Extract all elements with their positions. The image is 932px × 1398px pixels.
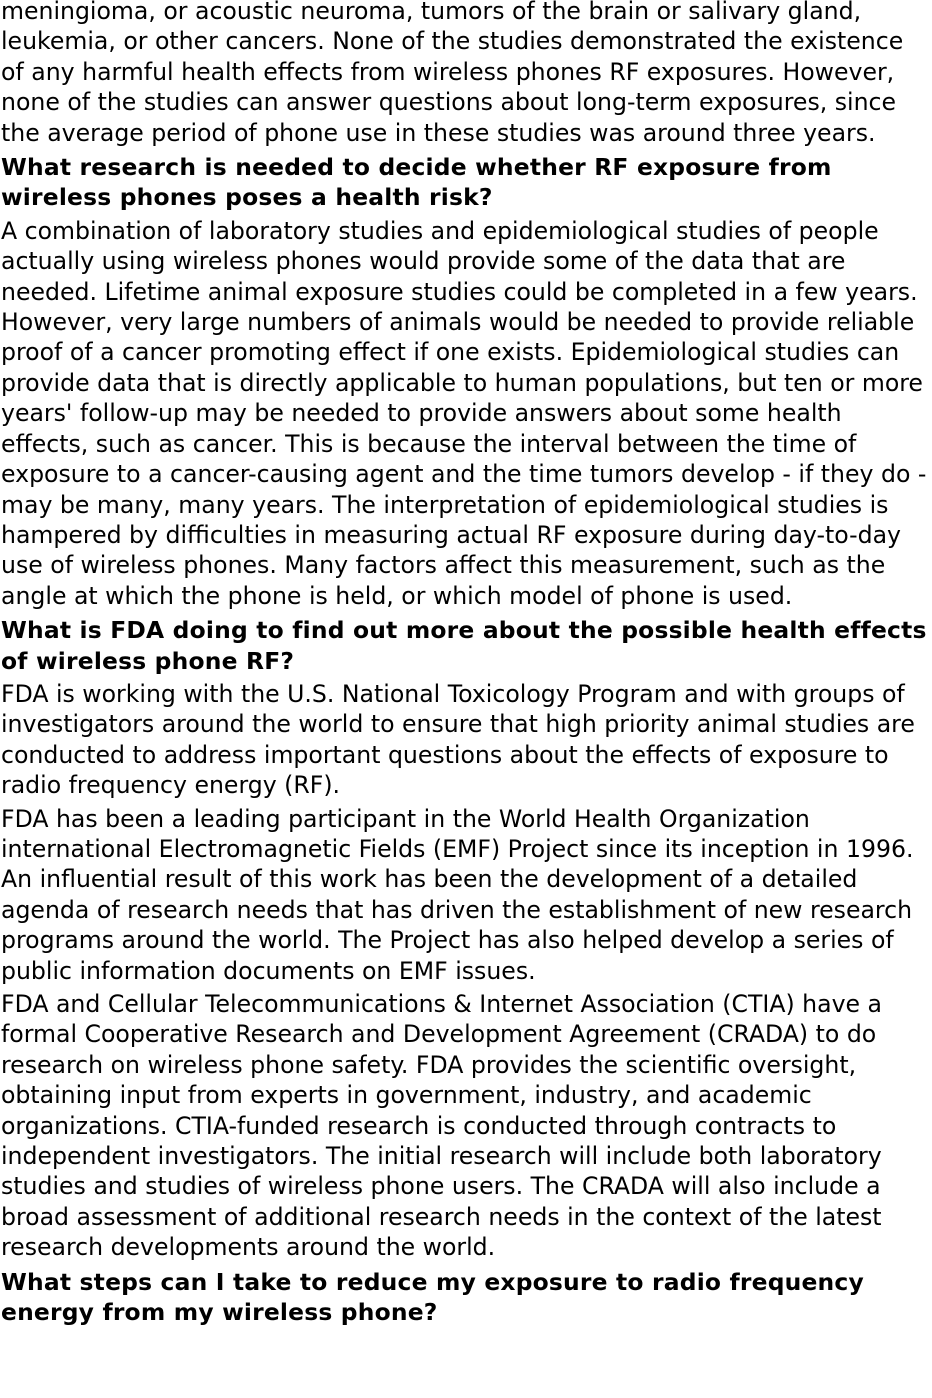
section-heading-reduce-exposure: What steps can I take to reduce my exposure to radio frequency energy from my wireless phone?	[1, 1267, 864, 1327]
section-heading-research-needed: What research is needed to decide whether RF exposure from wireless phones poses a health risk?	[1, 153, 832, 212]
section-paragraph: FDA and Cellular Telecommunications & Internet Association (CTIA) have a formal Cooperative Research and Development Agreement (CRADA) to do research on wireless phone safety. FDA provides the scientific oversight, obtaining input from experts in government, industry, and academic organizations. CTIA-funded research is conducted through contracts to independent investigators. The initial research will include both laboratory studies and studies of wireless phone users. The CRADA will also include a broad assessment of additional research needs in the context of the latest research developments around the world.	[1, 990, 883, 1262]
section-paragraph: FDA is working with the U.S. National Toxicology Program and with groups of investigators around the world to ensure that high priority animal studies are conducted to address important questions about the effects of exposure to radio frequency energy (RF).	[1, 679, 915, 800]
section-heading-fda-research: What is FDA doing to find out more about the possible health effects of wireless phone RF?	[1, 616, 927, 675]
section-paragraph: A combination of laboratory studies and epidemiological studies of people actually using wireless phones would provide some of the data that are needed. Lifetime animal exposure studies could be completed in a few years. However, very large numbers of animals would be needed to provide reliable proof of a cancer promoting effect if one exists. Epidemiological studies can provide data that is directly applicable to human populations, but ten or more years' follow-up may be needed to provide answers about some health effects, such as cancer. This is because the interval between the time of exposure to a cancer-causing agent and the time tumors develop - if they do - may be many, many years. The interpretation of epidemiological studies is hampered by difficulties in measuring actual RF exposure during day-to-day use of wireless phones. Many factors affect this measurement, such as the angle at which the phone is held, or which model of phone is used.	[1, 216, 927, 610]
section-paragraph: FDA has been a leading participant in the World Health Organization international Electromagnetic Fields (EMF) Project since its inception in 1996. An influential result of this work has been the development of a detailed agenda of research needs that has driven the establishment of new research programs around the world. The Project has also helped develop a series of public information documents on EMF issues.	[1, 804, 914, 985]
intro-paragraph: meningioma, or acoustic neuroma, tumors of the brain or salivary gland, leukemia, or other cancers. None of the studies demonstrated the existence of any harmful health effects from wireless phones RF exposures. However, none of the studies can answer questions about long-term exposures, since the average period of phone use in these studies was around three years.	[1, 0, 904, 147]
